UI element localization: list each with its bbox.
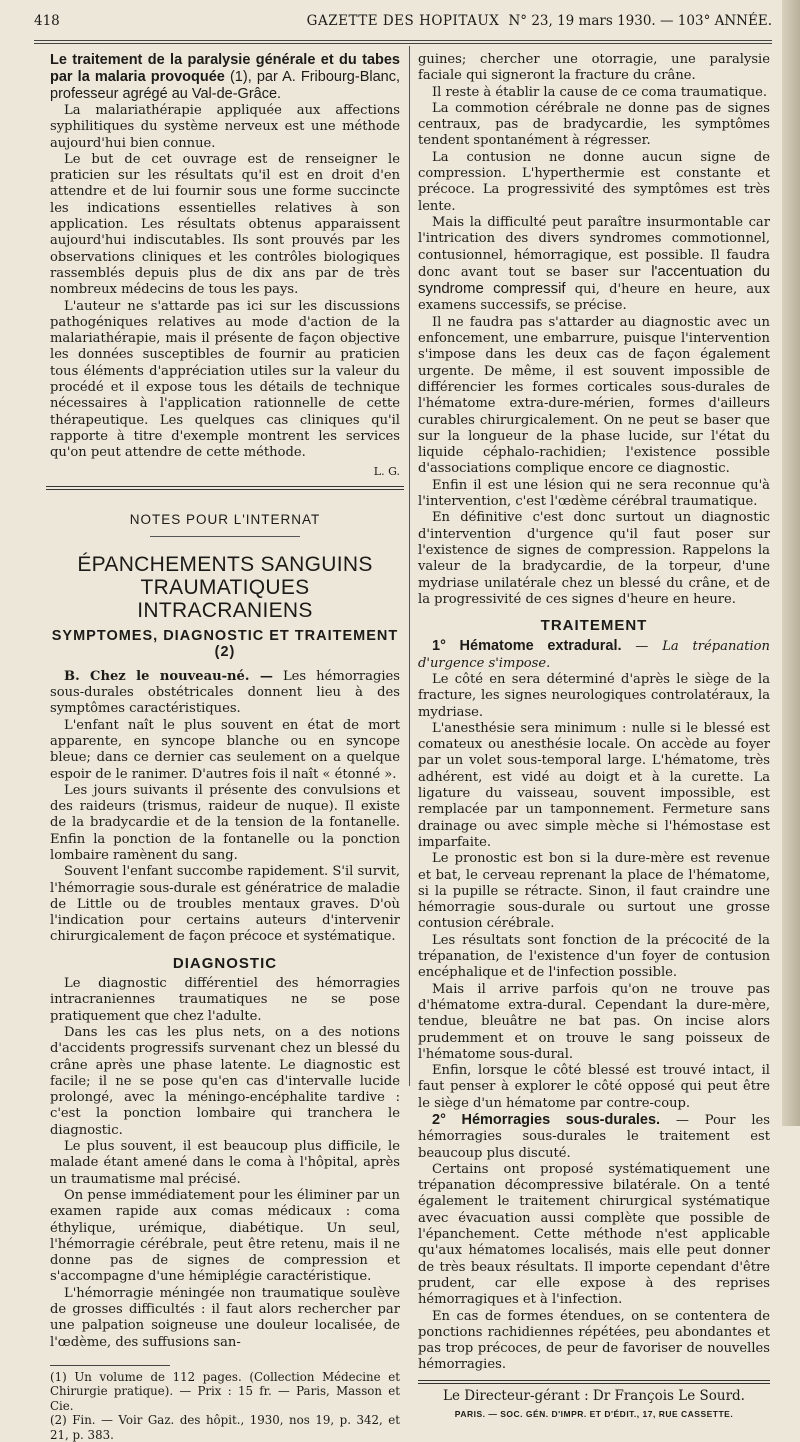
body-paragraph: En définitive c'est donc surtout un diagnostic d'intervention d'urgence qu'il faut poser sur l'existence de signes de compression. Rappelons la valeur de la bradycardie, de la torpeur, d'une mydriase unilatérale chez un blessé du crâne, et de la progressivité de ces signes d'heure en heure. (418, 510, 770, 607)
footnote: (2) Fin. — Voir Gaz. des hôpit., 1930, nos 19, p. 342, et 21, p. 383. (50, 1413, 400, 1442)
footnote: (1) Un volume de 112 pages. (Collection Médecine et Chirurgie pratique). — Prix : 15 fr. — Paris, Masson et Cie. (50, 1369, 400, 1413)
review-initials: L. G. (373, 464, 400, 478)
body-paragraph: Enfin, lorsque le côté blessé est trouvé intact, il faut penser à explorer le côté opposé qui peut être le siège d'un hématome par contre-coup. (418, 1063, 770, 1111)
emphasis-text: l'accentuation du syndrome compressif (418, 262, 770, 298)
body-paragraph: La commotion cérébrale ne donne pas de signes centraux, pas de bradycardie, les symptômes tendent spontanément à régresser. (418, 100, 770, 149)
inline-heading: 1° Hématome extradural. (432, 638, 622, 655)
inline-heading: 2° Hémorragies sous-durales. (432, 1112, 661, 1128)
main-subtitle: SYMPTOMES, DIAGNOSTIC ET TRAITEMENT (2) (51, 628, 399, 661)
body-paragraph: Il reste à établir la cause de ce coma traumatique. (432, 84, 768, 100)
footnote-rule (50, 1365, 170, 1366)
body-paragraph: Souvent l'enfant succombe rapidement. S'il survit, l'hémorragie sous-durale est génératrice de maladie de Little ou de troubles mentaux graves. D'où l'indication pour certains auteurs d'intervenir chirurgicalement de façon précoce et systématique. (50, 864, 400, 945)
body-paragraph: On pense immédiatement pour les éliminer par un examen rapide aux comas médicaux : coma éthylique, urémique, diabétique. Un seul, l'hémorragie cérébrale, peut être retenu, mais il ne donne pas de signes de compression et s'accompagne d'une hémiplégie caractéristique. (50, 1187, 400, 1285)
right-column (418, 52, 770, 1422)
article-title-bold: Le traitement de la paralysie générale et du tabes par la malaria provoquée (50, 52, 400, 85)
page-header (34, 8, 772, 34)
article-byline: (1), par A. Fribourg-Blanc, professeur agrégé au Val-de-Grâce. (50, 69, 400, 102)
article-title (50, 52, 400, 103)
treatment-heading: TRAITEMENT (540, 617, 648, 635)
body-paragraph: Les jours suivants il présente des convulsions et des raideurs (trismus, raideur de nuque). Il existe de la bradycardie et de la tension de la fontanelle. Enfin la ponction de la fontanelle ou la ponction lombaire ramènent du sang. (50, 782, 400, 863)
paragraph-text: — La trépanation d'urgence s'impose. (418, 639, 770, 671)
body-paragraph: Le pronostic est bon si la dure-mère est revenue et bat, le cerveau reprenant la place de l'hématome, si la pupille se rétracte. Sinon, il faut craindre une hémorragie sous-durale ou surtout une grosse contusion cérébrale. (418, 851, 770, 932)
paragraph-text: qui, d'heure en heure, aux examens successifs, se précise. (418, 282, 770, 314)
left-column (50, 52, 400, 1442)
body-paragraph: Les résultats sont fonction de la précocité de la trépanation, de l'existence d'un foyer de contusion encéphalique et de l'infection possible. (418, 932, 770, 981)
header-rule (34, 40, 772, 44)
issue-info: N° 23, 19 mars 1930. — 103° ANNÉE. (508, 13, 772, 29)
section-heading: NOTES POUR L'INTERNAT (129, 511, 321, 527)
page-edge (782, 0, 800, 1126)
body-paragraph: L'anesthésie sera minimum : nulle si le blessé est comateux ou anesthésie locale. On accède au foyer par un volet sous-temporal large. L'hématome, très adhérent, est vidé au doigt et à la curette. La ligature du vaisseau, souvent impossible, est remplacée par un tamponnement. Fermeture sans drainage ou avec simple mèche si l'hémostase est imparfaite. (418, 720, 770, 850)
footer-rule (418, 1380, 770, 1384)
director-line: Le Directeur-gérant : Dr François Le Sourd. (443, 1387, 745, 1404)
column-divider (409, 46, 410, 1086)
journal-title: GAZETTE DES HOPITAUX (306, 13, 500, 29)
body-paragraph (50, 669, 400, 718)
page-number: 418 (34, 13, 60, 29)
heading-rule (150, 536, 300, 537)
body-paragraph: Enfin il est une lésion qui ne sera reconnue qu'à l'intervention, c'est l'œdème cérébral traumatique. (418, 477, 770, 510)
paragraph-text: — Pour les hémorragies sous-durales le traitement est beaucoup plus discuté. (418, 1113, 770, 1161)
body-paragraph: Il ne faudra pas s'attarder au diagnostic avec un enfoncement, une embarrure, puisque l'intervention s'impose dans les deux cas de façon également urgente. De même, il est souvent impossible de différencier les formes corticales sous-durales de l'hématome extra-dure-mérien, formes d'ailleurs curables chirurgicalement. On ne peut se baser que sur la longueur de la phase lucide, sur l'état du liquide céphalo-rachidien; l'existence possible d'associations complique encore ce diagnostic. (418, 314, 770, 477)
body-paragraph: Mais il arrive parfois qu'on ne trouve pas d'hématome extra-dural. Cependant la dure-mère, tendue, bleuâtre ne bat pas. On incise alors prudemment et on trouve le sang poisseux de l'hématome sous-dural. (418, 981, 770, 1062)
body-paragraph (418, 638, 770, 672)
printer-line: PARIS. — SOC. GÉN. D'IMPR. ET D'ÉDIT., 17, RUE CASSETTE. (454, 1409, 734, 1420)
section-rule (46, 486, 404, 490)
body-paragraph: Dans les cas les plus nets, on a des notions d'accidents progressifs survenant chez un blessé du crâne après une phase latente. Le diagnostic est facile; il ne se pose qu'en cas d'intervalle lucide prolongé, avec la méningo-encéphalite tardive : c'est la ponction lombaire qui tranchera le diagnostic. (50, 1024, 400, 1138)
main-title: ÉPANCHEMENTS SANGUINS TRAUMATIQUES INTRACRANIENS (77, 553, 373, 623)
body-paragraph: En cas de formes étendues, on se contentera de ponctions rachidiennes répétées, peu abondantes et pas trop précoces, de peur de favoriser de nouvelles hémorragies. (418, 1308, 770, 1373)
body-paragraph: L'enfant naît le plus souvent en état de mort apparente, en syncope blanche ou en syncope bleue; dans ce dernier cas seulement on a quelque espoir de le ranimer. D'autres fois il naît « étonné ». (50, 717, 400, 782)
review-paragraph: La malariathérapie appliquée aux affections syphilitiques du système nerveux est une méthode aujourd'hui bien connue. (50, 103, 400, 151)
review-paragraph: Le but de cet ouvrage est de renseigner le praticien sur les résultats qu'il est en droit d'en attendre et de lui fournir sous une forme succincte les indications essentielles relatives à son application. Les résultats obtenus apparaissent aujourd'hui indiscutables. Ils sont prouvés par les observations cliniques et les contrôles biologiques rassemblés depuis plus de dix ans par de très nombreux médecins de tous les pays. (50, 151, 400, 298)
paragraph-text: Mais la difficulté peut paraître insurmontable car l'intrication des divers syndromes commotionnel, contusionnel, hémorragique, est possible. Il faudra donc avant tout se baser sur (418, 214, 770, 280)
body-paragraph: Le côté en sera déterminé d'après le siège de la fracture, les signes neurologiques controlatéraux, la mydriase. (418, 671, 770, 720)
paragraph-text: Les hémorragies sous-durales obstétricales donnent lieu à des symptômes caractéristiques. (50, 668, 400, 717)
review-paragraph: L'auteur ne s'attarde pas ici sur les discussions pathogéniques relatives au mode d'action de la malariathérapie, mais il présente de façon objective les données susceptibles de fournir au praticien tous éléments d'appréciation utiles sur la valeur du procédé et il expose tous les détails de technique nécessaires à l'application rationnelle de cette thérapeutique. Les quelques cas cliniques qu'il rapporte à titre d'exemple montrent les services qu'on peut attendre de cette méthode. (50, 298, 400, 461)
body-paragraph: L'hémorragie méningée non traumatique soulève de grosses difficultés : il faut alors rechercher par une palpation soigneuse une douleur localisée, de l'œdème, des suffusions san- (50, 1285, 400, 1350)
body-paragraph: Le plus souvent, il est beaucoup plus difficile, le malade étant amené dans le coma à l'hôpital, après un traumatisme mal précisé. (50, 1139, 400, 1187)
body-paragraph: Le diagnostic différentiel des hémorragies intracraniennes traumatiques ne se pose pratiquement que chez l'adulte. (50, 976, 400, 1024)
paragraph-lead: B. Chez le nouveau-né. — (64, 668, 273, 684)
body-paragraph (418, 1112, 770, 1162)
body-paragraph: La contusion ne donne aucun signe de compression. L'hyperthermie est constante et précoce. La progressivité des symptômes est très lente. (418, 149, 770, 214)
diagnostic-heading: DIAGNOSTIC (172, 954, 278, 972)
body-paragraph: Certains ont proposé systématiquement une trépanation décompressive bilatérale. On a tenté également le traitement chirurgical systématique avec évacuation aussi complète que possible de l'épanchement. Cette méthode n'est applicable qu'aux hématomes localisés, mais elle peut donner de très beaux résultats. Il importe cependant d'être prudent, car elle expose à des reprises hémorragiques et à l'infection. (418, 1161, 770, 1308)
body-paragraph: guines; chercher une otorragie, une paralysie faciale qui signeront la fracture du crâne. (418, 52, 770, 84)
body-paragraph (418, 215, 770, 315)
